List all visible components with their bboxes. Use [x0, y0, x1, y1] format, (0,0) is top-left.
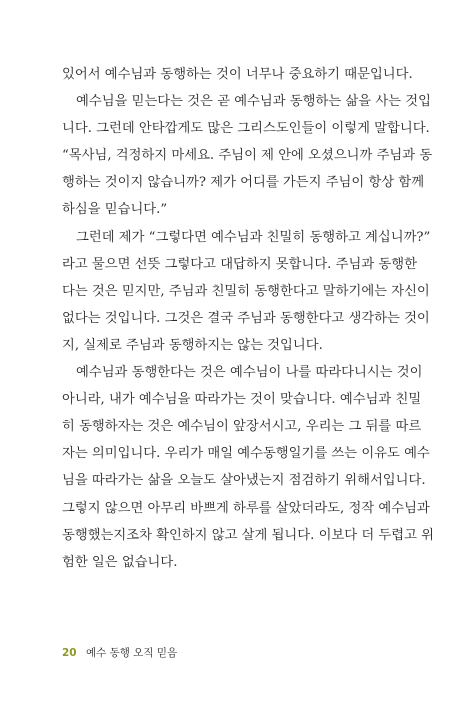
text-line: 그렇지 않으면 아무리 바쁘게 하루를 살았더라도, 정작 예수님과: [62, 500, 430, 516]
paragraph: [62, 61, 412, 88]
text-line: 동행했는지조차 확인하지 않고 살게 됩니다. 이보다 더 두렵고 위: [62, 527, 435, 543]
text-line: 다는 것은 믿지만, 주님과 친밀히 동행한다고 말하기에는 자신이: [62, 283, 430, 299]
page-number: 20: [62, 647, 77, 659]
text-line: 없다는 것입니다. 그것은 결국 주님과 동행한다고 생각하는 것이: [62, 310, 430, 326]
text-line: 아니라, 내가 예수님을 따라가는 것이 맞습니다. 예수님과 친밀: [62, 392, 422, 408]
text-line: 님을 따라가는 삶을 오늘도 살아냈는지 점검하기 위해서입니다.: [62, 473, 426, 489]
text-line: 그런데 제가 “그렇다면 예수님과 친밀히 동행하고 계십니까?”: [76, 229, 431, 245]
text-line: 지, 실제로 주님과 동행하지는 않는 것입니다.: [62, 337, 323, 353]
paragraph: [62, 224, 431, 359]
text-line: 있어서 예수님과 동행하는 것이 너무나 중요하기 때문입니다.: [62, 67, 413, 82]
text-line: 자는 의미입니다. 우리가 매일 예수동행일기를 쓰는 이유도 예수: [62, 446, 430, 462]
text-line: 행하는 것이지 않습니까? 제가 어디를 가든지 주님이 항상 함께: [62, 175, 425, 191]
paragraph: [62, 359, 435, 576]
paragraph: [62, 88, 433, 223]
text-line: 예수님과 동행한다는 것은 예수님이 나를 따라다니시는 것이: [76, 365, 423, 381]
text-line: 험한 일은 없습니다.: [62, 554, 178, 570]
text-line: 하심을 믿습니다.”: [62, 202, 168, 218]
text-line: 예수님을 믿는다는 것은 곧 예수님과 동행하는 삶을 사는 것입: [76, 94, 431, 110]
text-line: 라고 물으면 선뜻 그렇다고 대답하지 못합니다. 주님과 동행한: [62, 256, 417, 272]
text-line: 니다. 그런데 안타깝게도 많은 그리스도인들이 이렇게 말합니다.: [62, 121, 430, 137]
text-line: 히 동행하자는 것은 예수님이 앞장서시고, 우리는 그 뒤를 따르: [62, 419, 422, 435]
text-line: “목사님, 걱정하지 마세요. 주님이 제 안에 오셨으니까 주님과 동: [62, 148, 433, 164]
running-title: 예수 동행 오직 믿음: [85, 647, 178, 659]
page-footer: [62, 645, 177, 660]
body-text: [62, 61, 435, 576]
